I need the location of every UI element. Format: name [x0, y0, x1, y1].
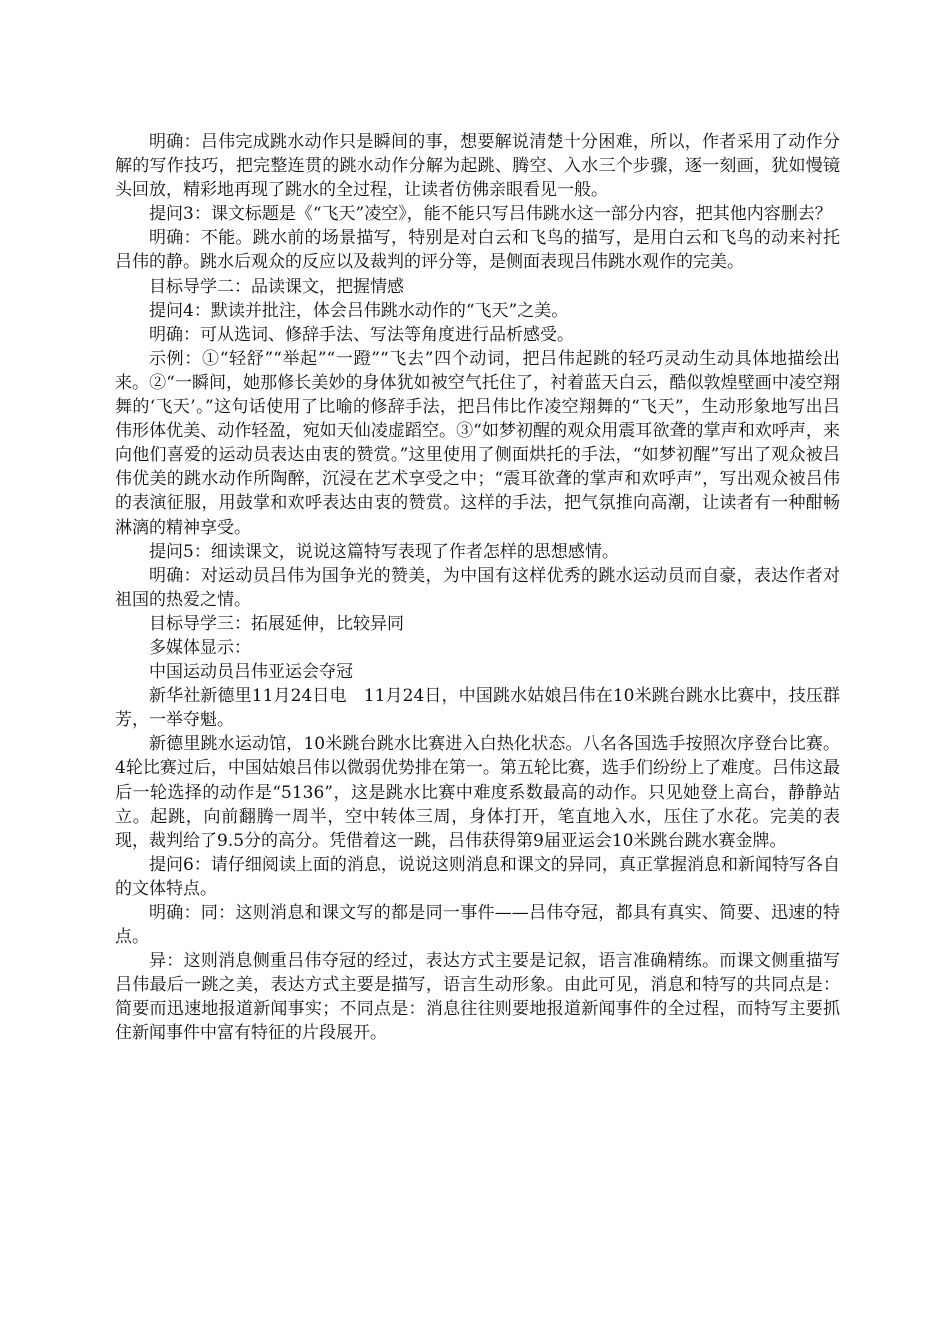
question-5-paragraph: 提问5：细读课文，说说这篇特写表现了作者怎样的思想感情。	[149, 541, 619, 562]
news-title: 中国运动员吕伟亚运会夺冠	[149, 662, 353, 683]
question-3-paragraph: 提问3：课文标题是《“飞天”凌空》，能不能只写吕伟跳水这一部分内容，把其他内容删去？	[149, 204, 832, 225]
answer-paragraph-1: 明确：吕伟完成跳水动作只是瞬间的事，想要解说清楚十分困难，所以，作者采用了动作分解的写作技巧，把完整连贯的跳水动作分解为起跳、腾空、入水三个步骤，逐一刻画，犹如慢镜头回放，精彩地再现了跳水的全过程，让读者仿佛亲眼看见一般。	[115, 132, 840, 201]
section-heading-goal-3: 目标导学三：拓展延伸，比较异同	[149, 613, 404, 634]
document-page	[115, 130, 840, 1046]
answer-paragraph-4: 明确：对运动员吕伟为国争光的赞美，为中国有这样优秀的跳水运动员而自豪，表达作者对祖国的热爱之情。	[115, 565, 840, 610]
answer-paragraph-3: 明确：可从选词、修辞手法、写法等角度进行品析感受。	[149, 324, 574, 345]
answer-paragraph-2: 明确：不能。跳水前的场景描写，特别是对白云和飞鸟的描写，是用白云和飞鸟的动来衬托吕伟的静。跳水后观众的反应以及裁判的评分等，是侧面表现吕伟跳水观作的完美。	[115, 228, 840, 273]
section-heading-goal-2: 目标导学二：品读课文，把握情感	[149, 276, 404, 297]
answer-paragraph-6: 异：这则消息侧重吕伟夺冠的经过，表达方式主要是记叙，语言准确精练。而课文侧重描写吕伟最后一跳之美，表达方式主要是描写，语言生动形象。由此可见，消息和特写的共同点是：简要而迅速地报道新闻事实；不同点是：消息往往则要地报道新闻事件的全过程，而特写主要抓住新闻事件中富有特征的片段展开。	[115, 951, 840, 1044]
question-4-paragraph: 提问4：默读并批注，体会吕伟跳水动作的“飞天”之美。	[149, 300, 569, 321]
multimedia-note: 多媒体显示：	[149, 637, 251, 658]
news-paragraph-1: 新华社新德里11月24日电 11月24日，中国跳水姑娘吕伟在10米跳台跳水比赛中，技压群芳，一举夺魁。	[115, 686, 840, 731]
example-paragraph: 示例：①“轻舒”“举起”“一蹬”“飞去”四个动词，把吕伟起跳的轻巧灵动生动具体地描绘出来。②“一瞬间，她那修长美妙的身体犹如被空气托住了，衬着蓝天白云，酷似敦煌壁画中凌空翔舞的‘飞天’。”这句话使用了比喻的修辞手法，把吕伟比作凌空翔舞的“飞天”，生动形象地写出吕伟形体优美、动作轻盈，宛如天仙凌虚蹈空。③“如梦初醒的观众用震耳欲聋的掌声和欢呼声，来向他们喜爱的运动员表达由衷的赞赏。”这里使用了侧面烘托的手法，“如梦初醒”写出了观众被吕伟优美的跳水动作所陶醉，沉浸在艺术享受之中；“震耳欲聋的掌声和欢呼声”，写出观众被吕伟的表演征服，用鼓掌和欢呼表达由衷的赞赏。这样的手法，把气氛推向高潮，让读者有一种酣畅淋漓的精神享受。	[115, 348, 840, 538]
answer-paragraph-5: 明确：同：这则消息和课文写的都是同一事件——吕伟夺冠，都具有真实、简要、迅速的特点。	[115, 903, 840, 948]
question-6-paragraph: 提问6：请仔细阅读上面的消息，说说这则消息和课文的异同，真正掌握消息和新闻特写各自的文体特点。	[115, 854, 840, 899]
news-paragraph-2: 新德里跳水运动馆，10米跳台跳水比赛进入白热化状态。八名各国选手按照次序登台比赛。4轮比赛过后，中国姑娘吕伟以微弱优势排在第一。第五轮比赛，选手们纷纷上了难度。吕伟这最后一轮选择的动作是“5136”，这是跳水比赛中难度系数最高的动作。只见她登上高台，静静站立。起跳，向前翻腾一周半，空中转体三周，身体打开，笔直地入水，压住了水花。完美的表现，裁判给了9.5分的高分。凭借着这一跳，吕伟获得第9届亚运会10米跳台跳水赛金牌。	[115, 734, 840, 851]
